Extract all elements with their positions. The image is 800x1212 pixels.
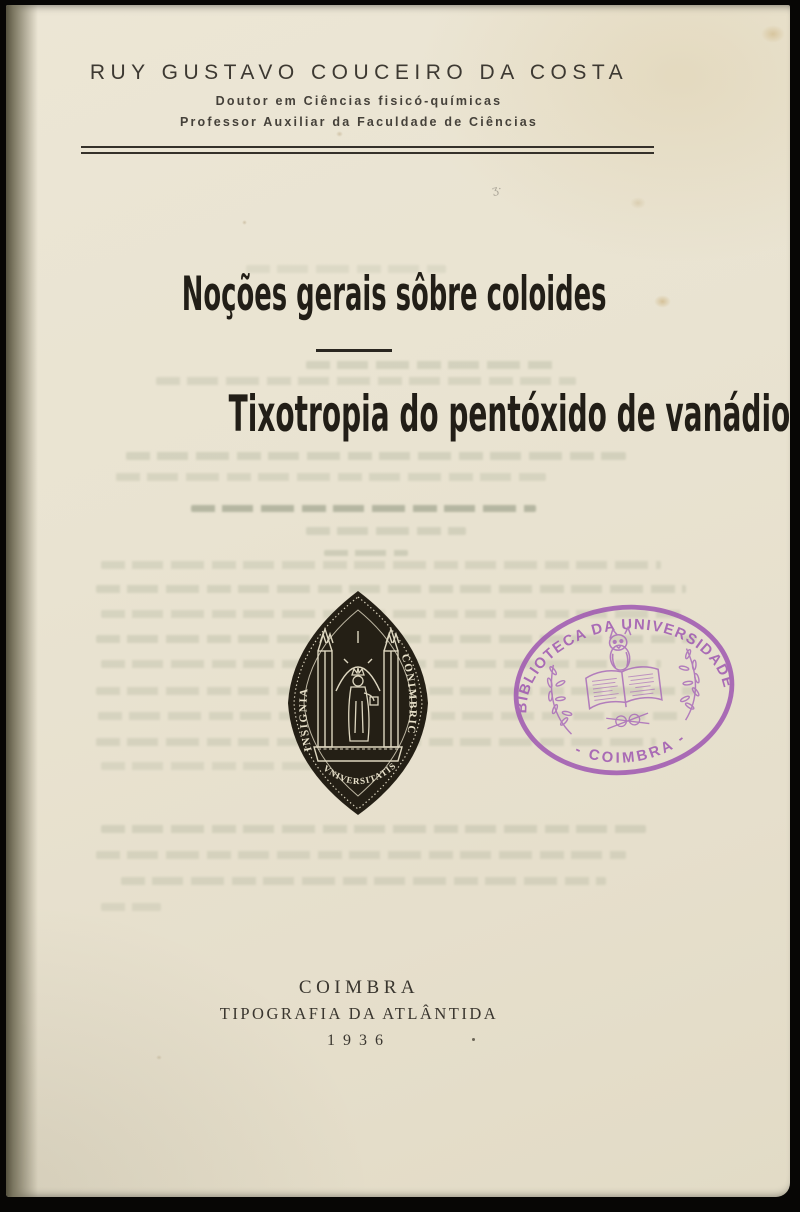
double-rule-bottom (81, 152, 654, 154)
imprint-year: 1936 (327, 1032, 391, 1049)
imprint-city: COIMBRA (298, 977, 420, 998)
pencil-mark: ʒ· (490, 182, 503, 197)
title-page (6, 5, 790, 1197)
laurel-branch-right (674, 647, 704, 720)
book-subtitle: Tixotropia do pentóxido de vanádio (228, 385, 791, 443)
library-stamp (498, 586, 750, 795)
author-credential-1: Doutor em Ciências fisicó-químicas (215, 94, 503, 108)
title-divider (316, 349, 392, 352)
owl-icon (607, 628, 635, 672)
svg-text:- COIMBRA -: - COIMBRA - (572, 729, 690, 767)
laurel-branch-left (544, 663, 574, 736)
svg-text:CONIMBRIC: CONIMBRIC (398, 652, 419, 736)
university-seal (278, 589, 438, 817)
author-credential-2: Professor Auxiliar da Faculdade de Ciências (179, 115, 539, 129)
author-name: RUY GUSTAVO COUCEIRO DA COSTA (89, 61, 629, 84)
ribbon-flower-ornament (606, 713, 649, 729)
imprint-printer: TIPOGRAFIA DA ATLÂNTIDA (219, 1004, 499, 1023)
ink-speck (472, 1038, 475, 1041)
svg-text:VNIVERSITATIS: VNIVERSITATIS (321, 760, 399, 787)
svg-text:INSIGNIA: INSIGNIA (297, 686, 315, 753)
open-book-icon (585, 665, 662, 712)
svg-text:BIBLIOTECA DA UNIVERSIDADE: BIBLIOTECA DA UNIVERSIDADE (514, 616, 737, 714)
book-title: Noções gerais sôbre coloides (181, 267, 607, 322)
double-rule-top (81, 146, 654, 148)
